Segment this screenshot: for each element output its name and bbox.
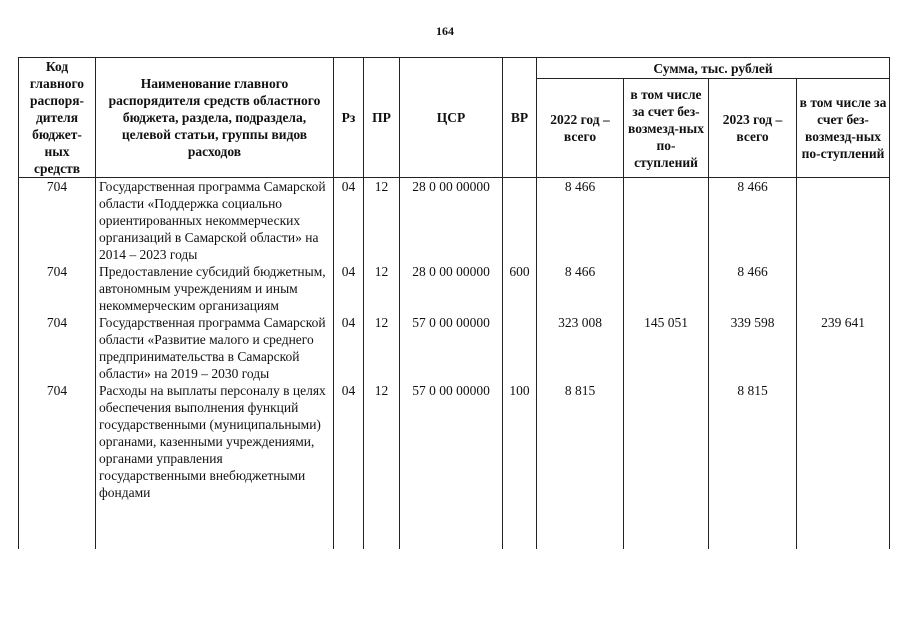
page-number: 164 (436, 24, 454, 38)
cell-pr: 12 (364, 263, 400, 314)
budget-table (18, 57, 890, 549)
cell-name: Государственная программа Самарской области «Поддержка социально ориентированных некоммерческих организаций в Самарской области» на 2014 – 2023 годы (96, 178, 334, 264)
cell-code: 704 (19, 178, 96, 264)
cell-vr (503, 314, 537, 382)
cell-code: 704 (19, 314, 96, 382)
cell-2022-free (624, 263, 709, 314)
cell-name: Государственная программа Самарской области «Развитие малого и среднего предпринимательства в Самарской области» на 2019 – 2030 годы (96, 314, 334, 382)
spacer-cell (537, 501, 624, 549)
cell-2023-total: 339 598 (709, 314, 797, 382)
table-header (19, 58, 890, 178)
table-bottom-spacer (19, 501, 890, 549)
cell-rz: 04 (334, 382, 364, 501)
cell-2023-total: 8 815 (709, 382, 797, 501)
cell-csr: 28 0 00 00000 (400, 178, 503, 264)
table-row (19, 263, 890, 314)
table-body (19, 178, 890, 550)
table-row (19, 382, 890, 501)
cell-vr (503, 178, 537, 264)
spacer-cell (503, 501, 537, 549)
cell-rz: 04 (334, 263, 364, 314)
header-code: Код главного распоря-дителя бюджет-ных средств (19, 58, 96, 178)
cell-vr: 600 (503, 263, 537, 314)
cell-code: 704 (19, 263, 96, 314)
spacer-cell (797, 501, 890, 549)
cell-2022-total: 323 008 (537, 314, 624, 382)
header-vr: ВР (503, 58, 537, 178)
spacer-cell (334, 501, 364, 549)
spacer-cell (624, 501, 709, 549)
cell-2023-free: 239 641 (797, 314, 890, 382)
cell-csr: 57 0 00 00000 (400, 314, 503, 382)
spacer-cell (19, 501, 96, 549)
header-name: Наименование главного распорядителя средств областного бюджета, раздела, подраздела, целевой статьи, группы видов расходов (96, 58, 334, 178)
cell-2022-total: 8 815 (537, 382, 624, 501)
cell-vr: 100 (503, 382, 537, 501)
cell-pr: 12 (364, 178, 400, 264)
cell-2023-total: 8 466 (709, 263, 797, 314)
table-row (19, 314, 890, 382)
cell-2022-free (624, 382, 709, 501)
cell-code: 704 (19, 382, 96, 501)
table-row (19, 178, 890, 264)
header-2022-free: в том числе за счет без-возмезд-ных по-ступлений (624, 79, 709, 178)
cell-2023-free (797, 178, 890, 264)
header-sum-group: Сумма, тыс. рублей (537, 58, 890, 79)
cell-pr: 12 (364, 314, 400, 382)
spacer-cell (364, 501, 400, 549)
cell-2023-free (797, 263, 890, 314)
header-2023-total: 2023 год – всего (709, 79, 797, 178)
cell-2022-total: 8 466 (537, 263, 624, 314)
cell-2022-free (624, 178, 709, 264)
spacer-cell (96, 501, 334, 549)
header-2022-total: 2022 год – всего (537, 79, 624, 178)
cell-csr: 57 0 00 00000 (400, 382, 503, 501)
cell-2023-total: 8 466 (709, 178, 797, 264)
header-2023-free: в том числе за счет без-возмезд-ных по-ступлений (797, 79, 890, 178)
cell-2022-free: 145 051 (624, 314, 709, 382)
header-rz: Рз (334, 58, 364, 178)
spacer-cell (709, 501, 797, 549)
cell-name: Предоставление субсидий бюджетным, автономным учреждениям и иным некоммерческим организациям (96, 263, 334, 314)
cell-rz: 04 (334, 314, 364, 382)
cell-2022-total: 8 466 (537, 178, 624, 264)
cell-csr: 28 0 00 00000 (400, 263, 503, 314)
header-pr: ПР (364, 58, 400, 178)
cell-rz: 04 (334, 178, 364, 264)
header-csr: ЦСР (400, 58, 503, 178)
spacer-cell (400, 501, 503, 549)
cell-2023-free (797, 382, 890, 501)
cell-name: Расходы на выплаты персоналу в целях обеспечения выполнения функций государственными (муниципальными) органами, казенными учреждениями, органами управления государственными внебюджетными фондами (96, 382, 334, 501)
cell-pr: 12 (364, 382, 400, 501)
